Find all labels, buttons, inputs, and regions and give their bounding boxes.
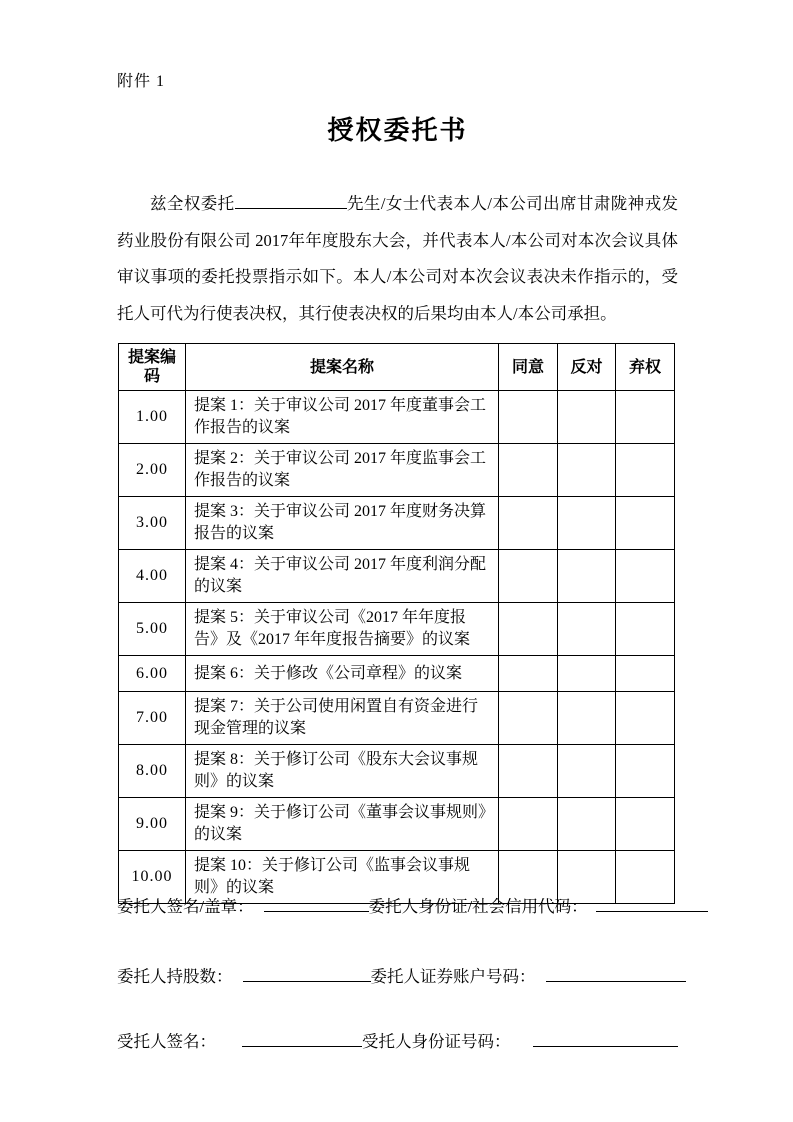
proposal-name: 提案 5：关于审议公司《2017 年年度报告》及《2017 年年度报告摘要》的议案 (186, 603, 499, 656)
intro-text-before-blank: 兹全权委托 (150, 194, 235, 213)
trustee-name-blank[interactable] (235, 193, 347, 210)
against-cell[interactable] (558, 692, 616, 745)
proposal-code: 9.00 (119, 798, 186, 851)
principal-signature-label: 委托人签名/盖章： (117, 897, 254, 916)
agree-cell[interactable] (499, 745, 558, 798)
against-cell[interactable] (558, 550, 616, 603)
abstain-cell[interactable] (616, 603, 675, 656)
proposal-name: 提案 6：关于修改《公司章程》的议案 (186, 656, 499, 692)
trustee-signature-row (117, 1028, 678, 1052)
abstain-cell[interactable] (616, 692, 675, 745)
agree-cell[interactable] (499, 497, 558, 550)
agree-cell[interactable] (499, 550, 558, 603)
agree-cell[interactable] (499, 798, 558, 851)
proposal-voting-table (118, 343, 675, 904)
proposal-name: 提案 4：关于审议公司 2017 年度利润分配的议案 (186, 550, 499, 603)
agree-cell[interactable] (499, 603, 558, 656)
table-row (119, 692, 675, 745)
agree-cell[interactable] (499, 656, 558, 692)
proposal-code: 3.00 (119, 497, 186, 550)
abstain-cell[interactable] (616, 656, 675, 692)
against-cell[interactable] (558, 745, 616, 798)
against-cell[interactable] (558, 444, 616, 497)
trustee-signature-blank[interactable] (242, 1031, 362, 1048)
principal-signature-blank[interactable] (264, 896, 369, 913)
against-cell[interactable] (558, 391, 616, 444)
header-agree: 同意 (499, 344, 558, 391)
abstain-cell[interactable] (616, 550, 675, 603)
proposal-name: 提案 7：关于公司使用闲置自有资金进行现金管理的议案 (186, 692, 499, 745)
table-row (119, 391, 675, 444)
trustee-id-label: 受托人身份证号码： (362, 1032, 511, 1051)
table-row (119, 550, 675, 603)
abstain-cell[interactable] (616, 798, 675, 851)
proposal-code: 7.00 (119, 692, 186, 745)
proposal-name: 提案 8：关于修订公司《股东大会议事规则》的议案 (186, 745, 499, 798)
header-proposal-code: 提案编码 (119, 344, 186, 391)
table-row (119, 745, 675, 798)
principal-shares-row (117, 963, 678, 987)
principal-account-label: 委托人证券账户号码： (370, 967, 536, 986)
agree-cell[interactable] (499, 391, 558, 444)
against-cell[interactable] (558, 603, 616, 656)
header-abstain: 弃权 (616, 344, 675, 391)
against-cell[interactable] (558, 497, 616, 550)
principal-account-blank[interactable] (546, 966, 686, 983)
proposal-code: 6.00 (119, 656, 186, 692)
table-row (119, 444, 675, 497)
intro-text-after-blank: 先生/女士代表本人/本公司出席甘肃陇神戎发药业股份有限公司 2017年年度股东大会，并代表本人/本公司对本次会议具体审议事项的委托投票指示如下。本人/本公司对本次会议表决未作指示的，受托人可代为行使表决权，其行使表决权的后果均由本人/本公司承担。 (117, 194, 679, 323)
abstain-cell[interactable] (616, 745, 675, 798)
table-header-row (119, 344, 675, 391)
principal-signature-row (117, 893, 678, 917)
table-row (119, 798, 675, 851)
proposal-name: 提案 3：关于审议公司 2017 年度财务决算报告的议案 (186, 497, 499, 550)
abstain-cell[interactable] (616, 497, 675, 550)
abstain-cell[interactable] (616, 444, 675, 497)
page-title: 授权委托书 (327, 116, 468, 145)
proposal-code: 8.00 (119, 745, 186, 798)
proposal-code: 10.00 (119, 851, 186, 904)
against-cell[interactable] (558, 656, 616, 692)
abstain-cell[interactable] (616, 391, 675, 444)
principal-id-blank[interactable] (596, 896, 708, 913)
table-row (119, 603, 675, 656)
agree-cell[interactable] (499, 692, 558, 745)
table-row (119, 656, 675, 692)
trustee-signature-label: 受托人签名： (117, 1032, 216, 1051)
principal-shares-blank[interactable] (243, 966, 371, 983)
attachment-label: 附件 1 (117, 73, 166, 90)
trustee-id-blank[interactable] (533, 1031, 678, 1048)
intro-paragraph (117, 186, 678, 332)
principal-id-label: 委托人身份证/社会信用代码： (368, 897, 588, 916)
proposal-name: 提案 9：关于修订公司《董事会议事规则》的议案 (186, 798, 499, 851)
proposal-code: 2.00 (119, 444, 186, 497)
proposal-code: 4.00 (119, 550, 186, 603)
proposal-name: 提案 2：关于审议公司 2017 年度监事会工作报告的议案 (186, 444, 499, 497)
header-proposal-name: 提案名称 (186, 344, 499, 391)
proposal-code: 1.00 (119, 391, 186, 444)
proposal-name: 提案 1：关于审议公司 2017 年度董事会工作报告的议案 (186, 391, 499, 444)
principal-shares-label: 委托人持股数： (117, 967, 233, 986)
document-page (117, 0, 678, 1122)
against-cell[interactable] (558, 798, 616, 851)
proposal-name: 提案 10：关于修订公司《监事会议事规则》的议案 (186, 851, 499, 904)
header-against: 反对 (558, 344, 616, 391)
proposal-code: 5.00 (119, 603, 186, 656)
table-row (119, 497, 675, 550)
agree-cell[interactable] (499, 444, 558, 497)
